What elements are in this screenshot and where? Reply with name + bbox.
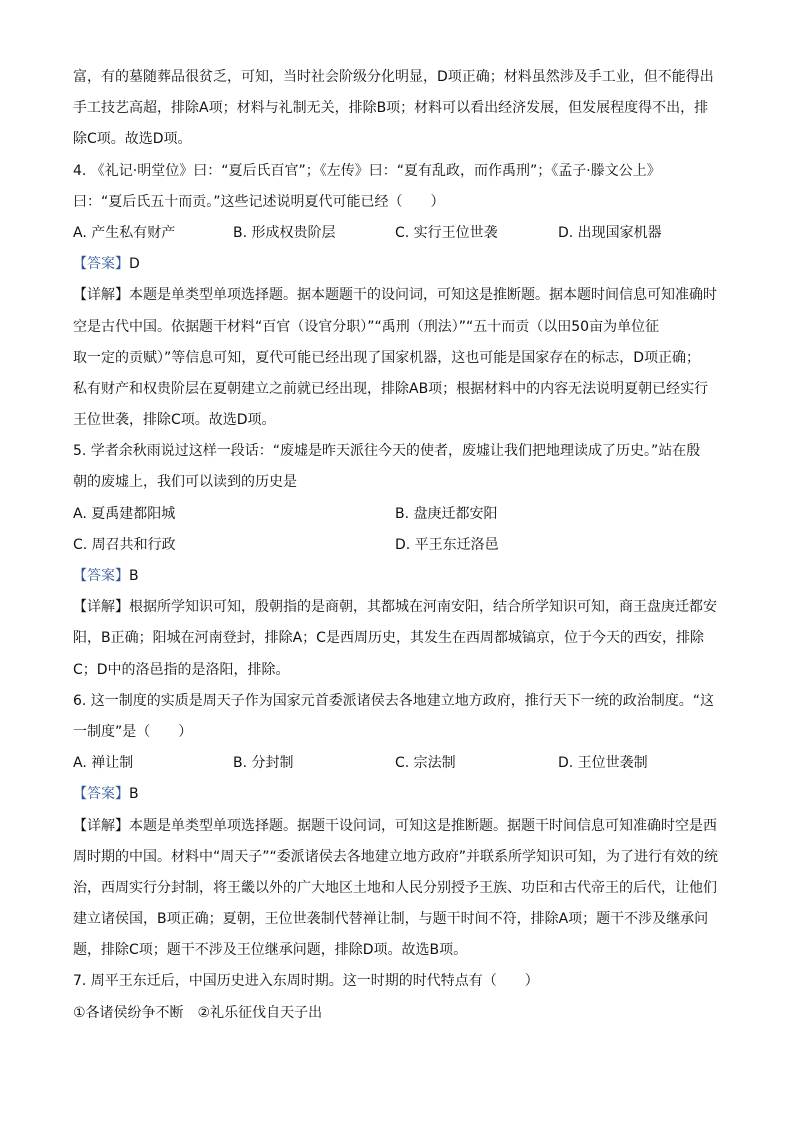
document-page <box>73 62 721 1029</box>
question-7-stem: 7. 周平王东迁后，中国历史进入东周时期。这一时期的时代特点有（ ） <box>73 973 539 990</box>
question-4-options <box>73 218 721 249</box>
question-4-explanation: 私有财产和权贵阶层在夏朝建立之前就已经出现，排除AB项；根据材料中的内容无法说明夏朝已经实行 <box>73 380 709 397</box>
question-4-explanation: 【详解】本题是单类型单项选择题。据本题题干的设问词，可知这是推断题。据本题时间信息可知准确时 <box>73 287 717 304</box>
answer-value: B <box>129 568 139 584</box>
question-6-explanation: 题，排除C项；题干不涉及王位继承问题，排除D项。故选B项。 <box>73 942 468 959</box>
option-b: B. 分封制 <box>233 755 294 772</box>
question-5-options <box>73 530 721 561</box>
question-6-stem: 一制度”是（ ） <box>73 723 193 740</box>
question-4-stem: 曰：“夏后氏五十而贡。”这些记述说明夏代可能已经（ ） <box>73 193 445 210</box>
question-6-explanation: 治，西周实行分封制，将王畿以外的广大地区土地和人民分别授予王族、功臣和古代帝王的后代，让他们 <box>73 879 717 896</box>
answer-label: 【答案】 <box>73 786 129 803</box>
question-6-options <box>73 748 721 779</box>
option-d: D. 王位世袭制 <box>558 755 648 772</box>
question-6-explanation: 建立诸侯国，B项正确；夏朝，王位世袭制代替禅让制，与题干时间不符，排除A项；题干不涉及继承问 <box>73 911 709 928</box>
question-4-explanation: 王位世袭，排除C项。故选D项。 <box>73 412 276 429</box>
text-line: 除C项。故选D项。 <box>73 131 192 148</box>
answer-value: D <box>129 256 140 273</box>
answer-value: B <box>129 786 139 803</box>
option-d: D. 平王东迁洛邑 <box>395 536 499 553</box>
question-4-explanation: 取一定的贡赋）”等信息可知，夏代可能已经出现了国家机器，这也可能是国家存在的标志，D项正确； <box>73 349 701 366</box>
option-b: B. 盘庚迁都安阳 <box>395 505 498 522</box>
answer-label: 【答案】 <box>73 256 129 273</box>
option-c: C. 宗法制 <box>395 755 456 772</box>
option-a: A. 禅让制 <box>73 755 134 772</box>
question-5-stem: 朝的废墟上，我们可以读到的历史是 <box>73 474 297 491</box>
question-6-explanation: 周时期的中国。材料中“周天子”“委派诸侯去各地建立地方政府”并联系所学知识可知，为了进行有效的统 <box>73 848 719 865</box>
question-4-answer <box>73 249 721 280</box>
option-c: C. 实行王位世袭 <box>395 224 498 241</box>
question-4-stem: 4. 《礼记·明堂位》曰：“夏后氏百官”；《左传》曰：“夏有乱政，而作禹刑”；《孟子·滕文公上》 <box>73 162 661 179</box>
text-line: 手工技艺高超，排除A项；材料与礼制无关，排除B项；材料可以看出经济发展，但发展程度得不出，排 <box>73 100 709 117</box>
question-7-choices: ①各诸侯纷争不断 ②礼乐征伐自天子出 <box>73 1004 323 1021</box>
question-6-stem: 6. 这一制度的实质是周天子作为国家元首委派诸侯去各地建立地方政府，推行天下一统的政治制度。“这 <box>73 692 715 709</box>
option-c: C. 周召共和行政 <box>73 536 176 553</box>
question-5-explanation: C；D中的洛邑指的是洛阳，排除。 <box>73 661 290 678</box>
question-5-options <box>73 499 721 530</box>
question-5-explanation: 阳，B正确；阳城在河南登封，排除A；C是西周历史，其发生在西周都城镐京，位于今天的西安，排除 <box>73 630 704 647</box>
question-5-stem: 5. 学者余秋雨说过这样一段话：“废墟是昨天派往今天的使者，废墟让我们把地理读成了历史。”站在殷 <box>73 443 701 460</box>
question-6-explanation: 【详解】本题是单类型单项选择题。据题干设问词，可知这是推断题。据题干时间信息可知准确时空是西 <box>73 817 717 834</box>
answer-label: 【答案】 <box>73 568 129 584</box>
question-5-explanation: 【详解】根据所学知识可知，殷朝指的是商朝，其都城在河南安阳，结合所学知识可知，商王盘庚迁都安 <box>73 599 717 616</box>
question-6-answer <box>73 779 721 810</box>
question-5-answer <box>73 561 721 592</box>
option-a: A. 产生私有财产 <box>73 224 176 241</box>
text-line: 富，有的墓随葬品很贫乏，可知，当时社会阶级分化明显，D项正确；材料虽然涉及手工业，但不能得出 <box>73 69 714 85</box>
option-d: D. 出现国家机器 <box>558 224 662 241</box>
option-b: B. 形成权贵阶层 <box>233 224 336 241</box>
question-4-explanation: 空是古代中国。依据题干材料“百官（设官分职）”“禹刑（刑法）”“五十而贡（以田50亩为单位征 <box>73 318 660 335</box>
option-a: A. 夏禹建都阳城 <box>73 505 176 522</box>
